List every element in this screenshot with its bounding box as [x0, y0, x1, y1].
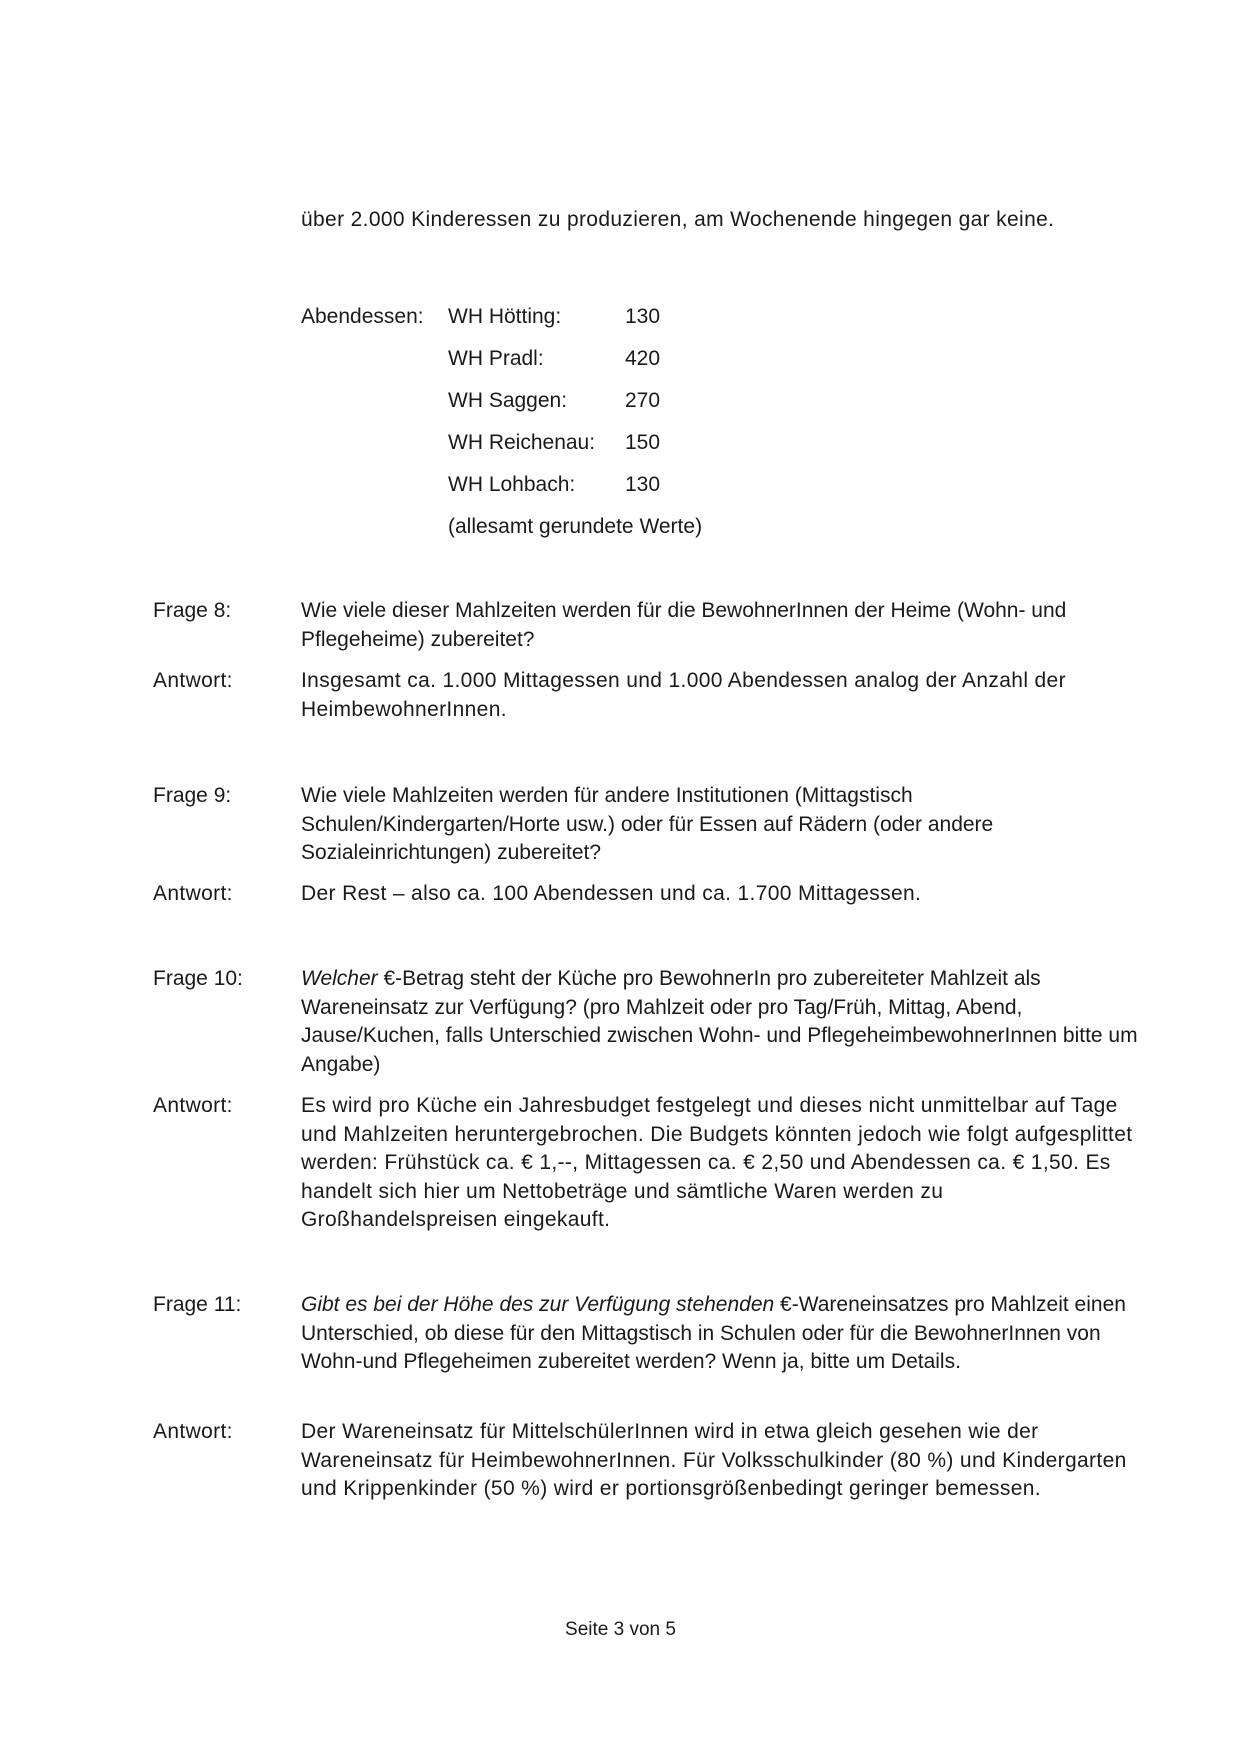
page-number: Seite 3 von 5: [565, 1619, 676, 1640]
antwort-text: Es wird pro Küche ein Jahresbudget festgelegt und dieses nicht unmittelbar auf Tage und Mahlzeiten heruntergebrochen. Die Budgets könnten jedoch wie folgt aufgesplittet werden: Frühstück ca. € 1,--, Mittagessen ca. € 2,50 und Abendessen ca. € 1,50. Es handelt sich hier um Nettobeträge und sämtliche Waren werden zu Großhandelspreisen eingekauft.: [301, 1094, 1133, 1231]
frage-label: Frage 11:: [153, 1293, 242, 1316]
meal-row-name: WH Lohbach:: [448, 473, 576, 496]
antwort-text: Der Rest – also ca. 100 Abendessen und ca. 1.700 Mittagessen.: [301, 882, 922, 905]
frage-italic-lead: Gibt es bei der Höhe des zur Verfügung stehenden: [301, 1293, 775, 1316]
frage-label: Frage 10:: [153, 967, 243, 990]
frage-italic-lead: Welcher: [301, 967, 378, 990]
frage-label: Frage 8:: [153, 599, 232, 622]
frage-label: Frage 9:: [153, 784, 232, 807]
meal-row-value: 130: [625, 473, 661, 496]
frage-text: Wie viele dieser Mahlzeiten werden für die BewohnerInnen der Heime (Wohn- und Pflegeheime) zubereitet?: [301, 599, 1067, 651]
frage-text: Wie viele Mahlzeiten werden für andere Institutionen (Mittagstisch Schulen/Kindergarten/Horte usw.) oder für Essen auf Rädern (oder andere Sozialeinrichtungen) zubereitet?: [301, 784, 994, 864]
meal-row-value: 130: [625, 305, 661, 328]
abendessen-label: Abendessen:: [301, 305, 424, 328]
antwort-text: Insgesamt ca. 1.000 Mittagessen und 1.000 Abendessen analog der Anzahl der HeimbewohnerInnen.: [301, 669, 1066, 721]
frage-rest: €-Betrag steht der Küche pro BewohnerIn pro zubereiteter Mahlzeit als Wareneinsatz zur Verfügung? (pro Mahlzeit oder pro Tag/Früh, Mittag, Abend, Jause/Kuchen, falls Unterschied zwischen Wohn- und PflegeheimbewohnerInnen bitte um Angabe): [301, 967, 1138, 1076]
meal-row-name: WH Hötting:: [448, 305, 562, 328]
meal-row-value: 420: [625, 347, 661, 370]
meal-row-value: 270: [625, 389, 661, 412]
meal-row-value: 150: [625, 431, 661, 454]
meal-row-name: WH Pradl:: [448, 347, 544, 370]
antwort-label: Antwort:: [153, 669, 233, 692]
antwort-label: Antwort:: [153, 1420, 233, 1443]
antwort-label: Antwort:: [153, 1094, 233, 1117]
meal-row-name: WH Reichenau:: [448, 431, 596, 454]
antwort-label: Antwort:: [153, 882, 233, 905]
intro-paragraph: über 2.000 Kinderessen zu produzieren, am Wochenende hingegen gar keine.: [301, 208, 1055, 231]
frage-text: [301, 965, 1141, 1079]
meal-row-name: WH Saggen:: [448, 389, 568, 412]
frage-rest: €-Wareneinsatzes pro Mahlzeit einen Unterschied, ob diese für den Mittagstisch in Schulen oder für die BewohnerInnen von Wohn-und Pflegeheimen zubereitet werden? Wenn ja, bitte um Details.: [301, 1293, 1126, 1373]
rounded-values-note: (allesamt gerundete Werte): [448, 515, 703, 538]
frage-text: [301, 1291, 1141, 1377]
antwort-text: Der Wareneinsatz für MittelschülerInnen wird in etwa gleich gesehen wie der Wareneinsatz für HeimbewohnerInnen. Für Volksschulkinder (80 %) und Kindergarten und Krippenkinder (50 %) wird er portionsgrößenbedingt geringer bemessen.: [301, 1420, 1127, 1500]
